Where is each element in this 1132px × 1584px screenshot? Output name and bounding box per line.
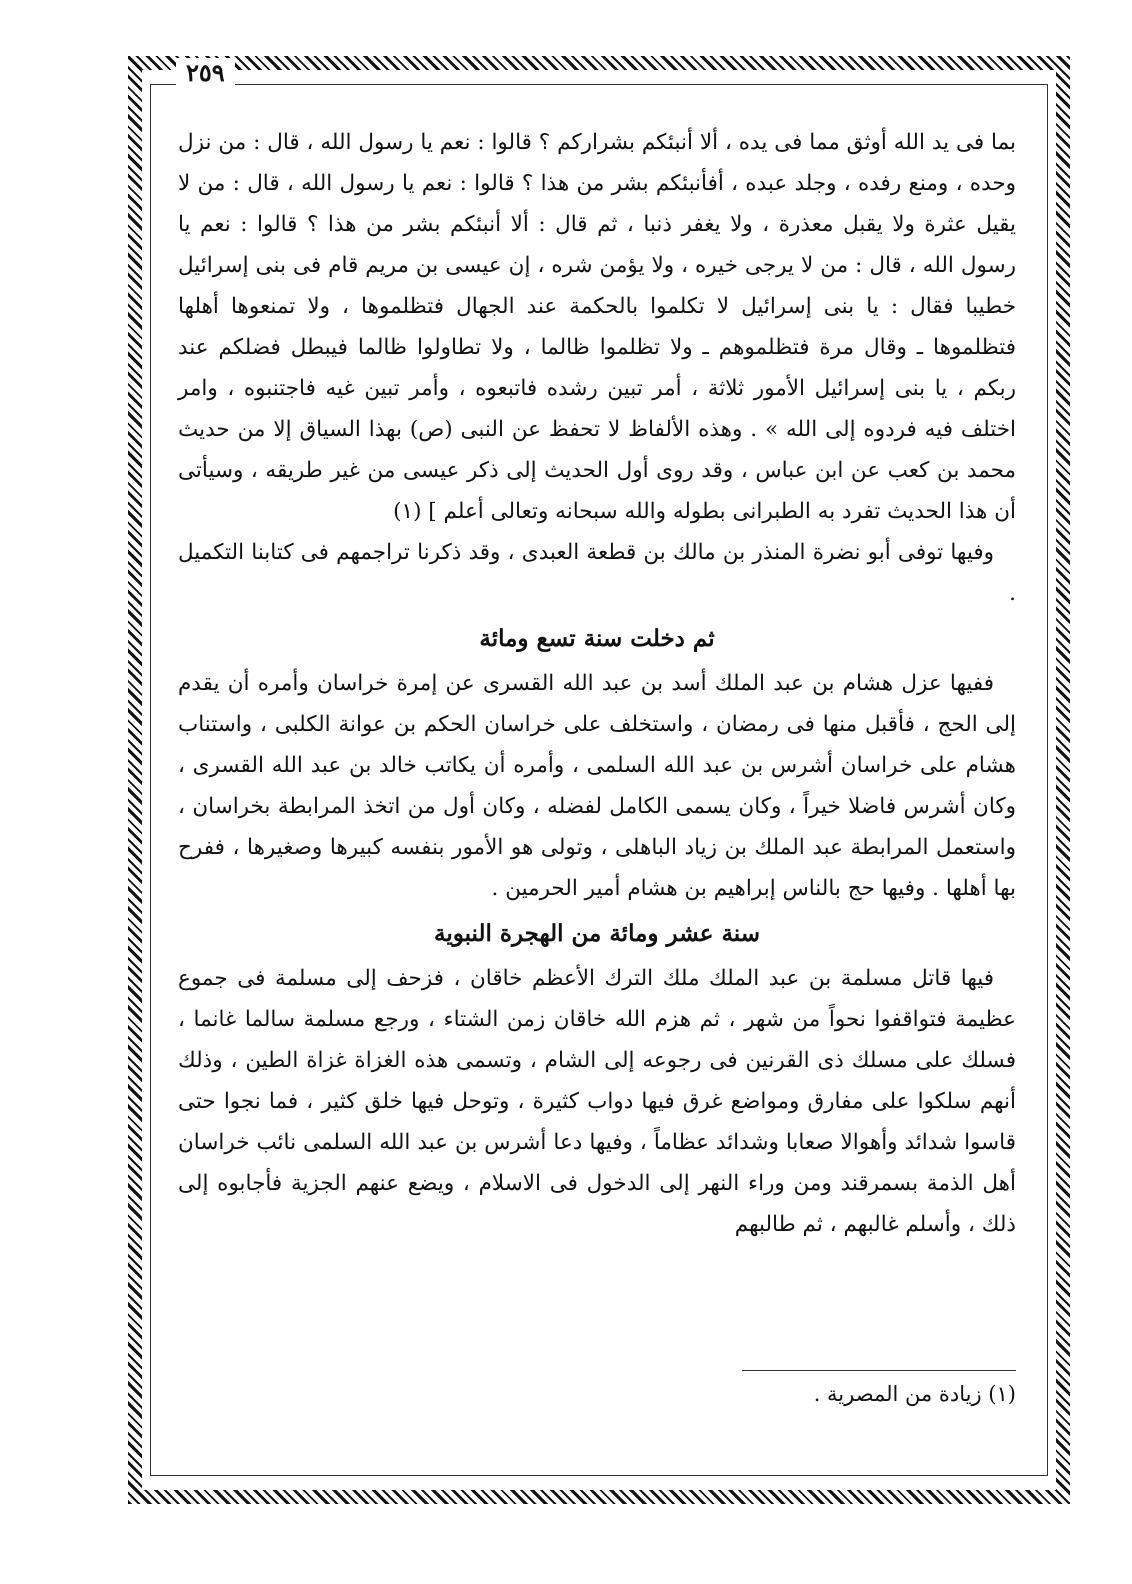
page-body xyxy=(178,122,1016,1245)
paragraph-3: ففيها عزل هشام بن عبد الملك أسد بن عبد الله القسرى عن إمرة خراسان وأمره أن يقدم إلى الحج ، فأقبل منها فى رمضان ، واستخلف على خراسان الحكم بن عوانة الكلبى ، واستناب هشام على خراسان أشرس بن عبد الله السلمى ، وأمره أن يكاتب خالد بن عبد الله القسرى ، وكان أشرس فاضلا خيراً ، وكان يسمى الكامل لفضله ، وكان أول من اتخذ المرابطة بخراسان ، واستعمل المرابطة عبد الملك بن زياد الباهلى ، وتولى هو الأمور بنفسه كبيرها وصغيرها ، ففرح بها أهلها . وفيها حج بالناس إبراهيم بن هشام أمير الحرمين . xyxy=(178,671,1016,901)
paragraph-4: فيها قاتل مسلمة بن عبد الملك ملك الترك الأعظم خاقان ، فزحف إلى مسلمة فى جموع عظيمة فتواقفوا نحواً من شهر ، ثم هزم الله خاقان زمن الشتاء ، ورجع مسلمة سالما غانما ، فسلك على مسلك ذى القرنين فى رجوعه إلى الشام ، وتسمى هذه الغزاة غزاة الطين ، وذلك أنهم سلكوا على مفارق ومواضع غرق فيها دواب كثيرة ، وتوحل فيها خلق كثير ، فما نجوا حتى قاسوا شدائد وأهوالا صعابا وشدائد عظاماً ، وفيها دعا أشرس بن عبد الله السلمى نائب خراسان أهل الذمة بسمرقند ومن وراء النهر إلى الدخول فى الاسلام ، ويضع عنهم الجزية فأجابوه إلى ذلك ، وأسلم غالبهم ، ثم طالبهم xyxy=(178,966,1016,1237)
page-number: ٢٥٩ xyxy=(176,58,235,87)
body-text xyxy=(178,122,1016,1245)
footnote-divider xyxy=(742,1370,1016,1371)
footnote: (١) زيادة من المصرية . xyxy=(813,1382,1016,1406)
section-heading-109: ثم دخلت سنة تسع ومائة xyxy=(479,625,715,652)
paragraph-2: وفيها توفى أبو نضرة المنذر بن مالك بن قطعة العبدى ، وقد ذكرنا تراجمهم فى كتابنا التكميل . xyxy=(178,540,1016,606)
section-heading-110: سنة عشر ومائة من الهجرة النبوية xyxy=(434,920,760,947)
paragraph-1: بما فى يد الله أوثق مما فى يده ، ألا أنبئكم بشراركم ؟ قالوا : نعم يا رسول الله ، قال : من نزل وحده ، ومنع رفده ، وجلد عبده ، أفأنبئكم بشر من هذا ؟ قالوا : نعم يا رسول الله ، قال : من لا يقيل عثرة ولا يقبل معذرة ، ولا يغفر ذنبا ، ثم قال : ألا أنبئكم بشر من هذا ؟ قالوا : نعم يا رسول الله ، قال : من لا يرجى خيره ، ولا يؤمن شره ، إن عيسى بن مريم قام فى بنى إسرائيل خطيبا فقال : يا بنى إسرائيل لا تكلموا بالحكمة عند الجهال فتظلموها ، ولا تمنعوها أهلها فتظلموها ـ وقال مرة فتظلموهم ـ ولا تظلموا ظالما ، ولا تطاولوا ظالما فيبطل فضلكم عند ربكم ، يا بنى إسرائيل الأمور ثلاثة ، أمر تبين رشده فاتبعوه ، وأمر تبين غيه فاجتنبوه ، وامر اختلف فيه فردوه إلى الله » . وهذه الألفاظ لا تحفظ عن النبى (ص) بهذا السياق إلا من حديث محمد بن كعب عن ابن عباس ، وقد روى أول الحديث إلى ذكر عيسى من غير طريقه ، وسيأتى أن هذا الحديث تفرد به الطبرانى بطوله والله سبحانه وتعالى أعلم ] (١) xyxy=(178,130,1016,524)
